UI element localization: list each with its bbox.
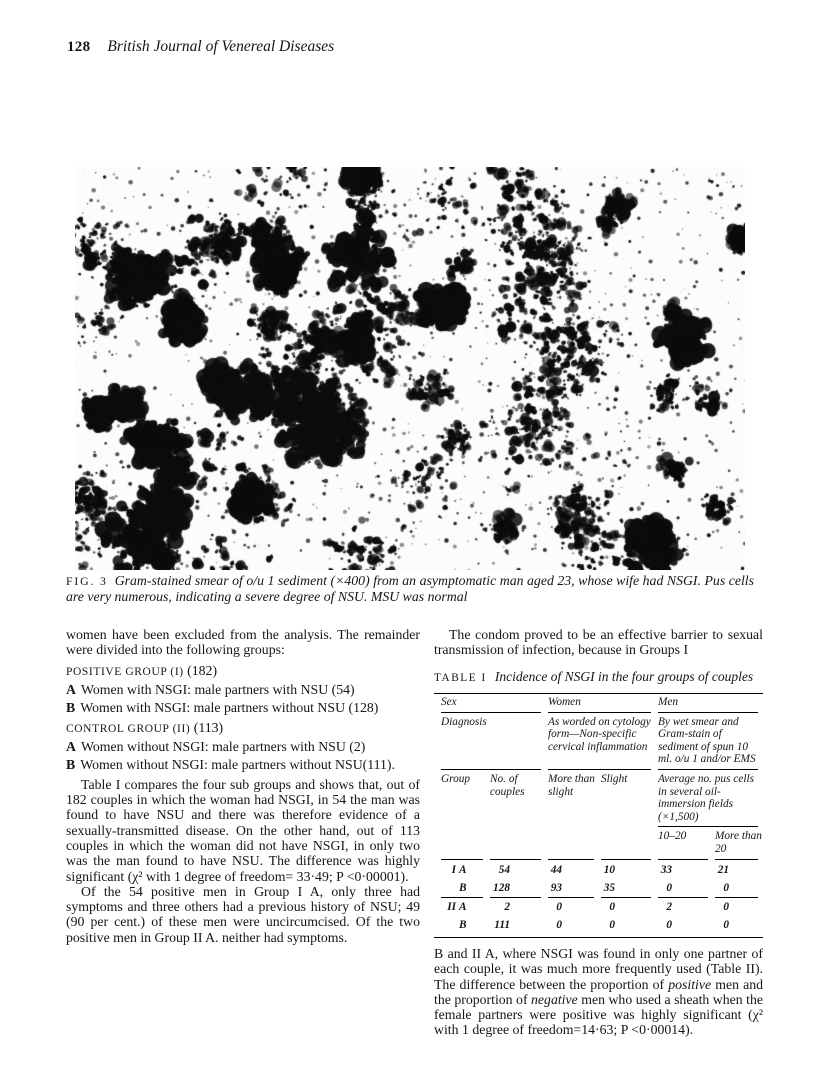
paragraph: Of the 54 positive men in Group I A, only three had symptoms and three others had a previous history of NSU; 49 (90 per cent.) of these men were uncircumcised. Of the two positive men in Group II A. neither had symptoms. [66, 883, 420, 945]
table-title: Incidence of NSGI in the four groups of couples [494, 668, 754, 684]
list-item: A Women with NSGI: male partners with NSU (54) [66, 681, 355, 697]
table-row-columns [441, 770, 758, 827]
paragraph: Table I compares the four sub groups and shows that, out of 182 couples in which the woman had NSGI, in 54 the man was found to have NSU and there was therefore evidence of a sexually-transmitted disease. On the other hand, out of 113 couples in which the woman did not have NSGI, in only two was the man found to have NSU. The difference was highly significant (χ² with 1 degree of freedom= 33·49; P <0·00001). [66, 776, 420, 884]
list-item: B Women with NSGI: male partners without NSU (128) [66, 699, 379, 715]
row-label: II A [447, 901, 467, 914]
paragraph: women have been excluded from the analysis. The remainder were divided into the following groups: [66, 627, 420, 658]
header-men-diagnosis: By wet smear and Gram-stain of sediment of spun 10 ml. o/u 1 and/or EMS [658, 713, 758, 770]
header-sex: Sex [441, 694, 541, 713]
cell-couples: 111 [494, 919, 510, 932]
cell-pus-20: 0 [715, 879, 758, 898]
journal-title: British Journal of Venereal Diseases [107, 38, 335, 55]
table-row [441, 860, 758, 880]
page-number: 128 [67, 39, 91, 55]
cell-couples: 2 [504, 901, 510, 914]
two-column-text [66, 627, 763, 1038]
list-item: B Women without NSGI: male partners without NSU(111). [66, 757, 395, 773]
row-label: B [441, 879, 483, 898]
paragraph: The condom proved to be an effective barrier to sexual transmission of infection, because in Groups I [434, 627, 763, 658]
cell-slight: 35 [601, 879, 651, 898]
cell-couples: 54 [498, 863, 510, 876]
table-caption [434, 669, 763, 686]
paragraph: B and II A, where NSGI was found in only one partner of each couple, it was much more frequently used (Table II). The difference between the proportion of positive men and the proportion of negative men who used a sheath when the female partners were positive was highly significant (χ² with 1 degree of freedom=14·63; P <0·00014). [434, 946, 763, 1038]
table-row [441, 879, 758, 898]
cell-pus-10-20: 33 [660, 863, 672, 876]
figure-caption-text: Gram-stained smear of o/u 1 sediment (×400) from an asymptomatic man aged 23, whose wife had NSGI. Pus cells are very numerous, indicating a severe degree of NSU. MSU was normal [66, 573, 754, 605]
header-10-20: 10–20 [658, 827, 708, 859]
row-label: I A [451, 863, 467, 876]
right-column [434, 627, 763, 1038]
control-group-heading: CONTROL GROUP (II) (113) [66, 720, 224, 736]
figure-3 [75, 167, 745, 570]
header-diagnosis: Diagnosis [441, 713, 541, 770]
table-row-diagnosis [441, 713, 758, 770]
cell-pus-10-20: 0 [666, 919, 672, 932]
header-women: Women [548, 694, 651, 713]
cell-pus-20: 0 [723, 901, 729, 914]
header-couples: No. of couples [490, 770, 541, 860]
table-row [441, 917, 758, 937]
figure-label: FIG. 3 [66, 574, 108, 588]
list-item: A Women without NSGI: male partners with NSU (2) [66, 739, 366, 755]
header-men: Men [658, 694, 758, 713]
header-more-than-slight: More than slight [548, 770, 594, 860]
header-pus-cells: Average no. pus cells in several oil-immersion fields (×1,500) [658, 770, 758, 827]
table-row [441, 898, 758, 917]
header-slight: Slight [601, 770, 651, 860]
header-group: Group [441, 770, 483, 860]
figure-caption [66, 573, 754, 606]
cell-pus-20: 21 [717, 863, 729, 876]
table-row-sex [441, 694, 758, 713]
cell-more-than-slight: 44 [550, 863, 562, 876]
table-1 [434, 693, 763, 938]
cell-more-than-slight: 0 [556, 901, 562, 914]
cell-slight: 0 [609, 919, 615, 932]
header-women-diagnosis: As worded on cytology form—Non-specific cervical inflammation [548, 713, 651, 770]
table-row-subcolumns [441, 827, 758, 859]
page-header [67, 38, 334, 56]
cell-more-than-slight: 0 [556, 919, 562, 932]
cell-more-than-slight: 93 [548, 879, 594, 898]
micrograph-figure-image [75, 167, 745, 570]
cell-couples: 128 [490, 879, 541, 898]
left-column [66, 627, 420, 1038]
cell-pus-20: 0 [723, 919, 729, 932]
cell-slight: 0 [609, 901, 615, 914]
positive-group-heading: POSITIVE GROUP (I) (182) [66, 662, 218, 678]
cell-slight: 10 [603, 863, 615, 876]
cell-pus-10-20: 2 [666, 901, 672, 914]
cell-pus-10-20: 0 [658, 879, 708, 898]
header-more-than-20: More than 20 [715, 827, 758, 859]
row-label: B [459, 919, 467, 932]
table-label: TABLE I [434, 671, 487, 684]
